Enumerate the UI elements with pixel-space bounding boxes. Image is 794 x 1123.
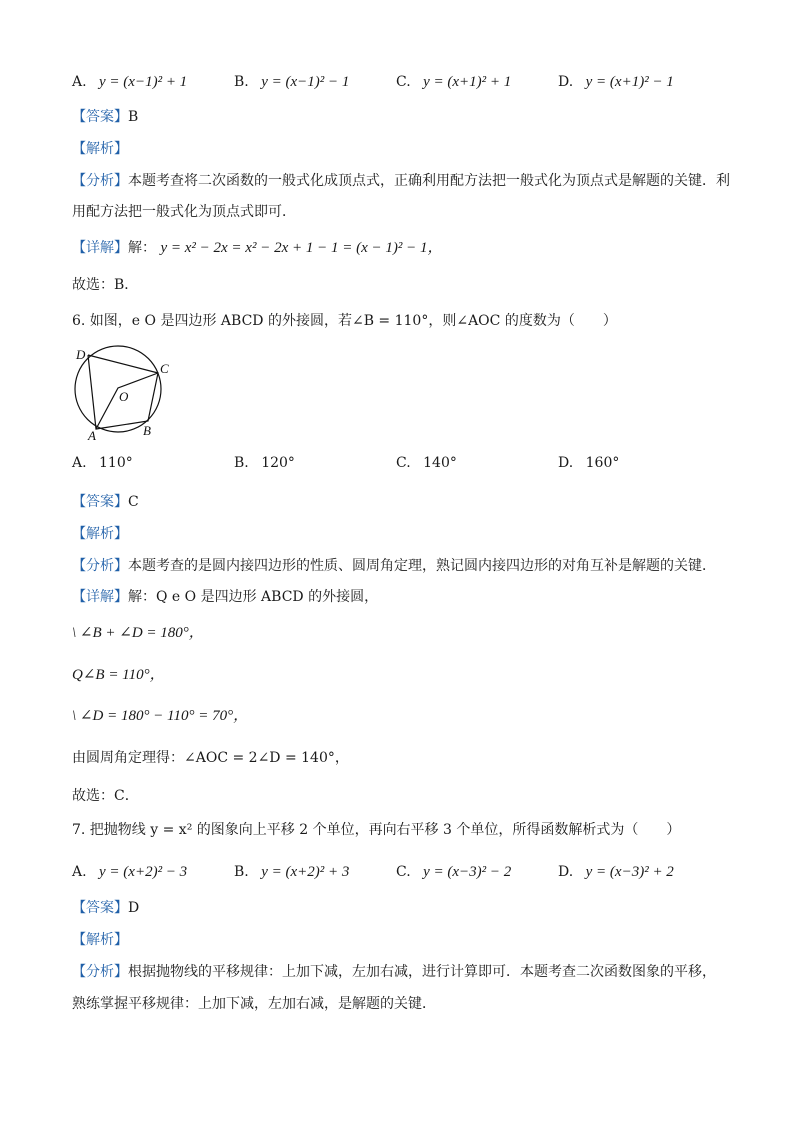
q7-jiexi-heading: 【解析】 — [72, 932, 128, 948]
q6-stem: 6. 如图，e O 是四边形 ABCD 的外接圆，若∠B = 110°，则∠AOC 的度数为（ ） — [72, 313, 617, 329]
q6-answer: 【答案】C — [72, 494, 139, 510]
q7-stem: 7. 把抛物线 y = x² 的图象向上平移 2 个单位，再向右平移 3 个单位，所得函数解析式为（ ） — [72, 822, 681, 838]
q5-jiexi-heading: 【解析】 — [72, 141, 128, 157]
q6-option-b[interactable]: B. 120° — [234, 455, 295, 471]
q6-analysis: 【分析】本题考查的是圆内接四边形的性质、圆周角定理，熟记圆内接四边形的对角互补是解题的关键． — [72, 558, 716, 574]
q6-conclusion: 故选：C． — [72, 788, 139, 804]
q7-option-c[interactable]: C. y = (x−3)² − 2 — [396, 864, 512, 880]
q6-figure — [68, 343, 178, 443]
q5-option-d[interactable]: D. y = (x+1)² − 1 — [558, 74, 674, 90]
q6-option-c[interactable]: C. 140° — [396, 455, 457, 471]
q6-option-d[interactable]: D. 160° — [558, 455, 620, 471]
label-a: A — [88, 428, 96, 443]
q6-step1: \ ∠B + ∠D = 180°， — [72, 625, 204, 641]
q7-answer: 【答案】D — [72, 900, 140, 916]
q5-analysis-line2: 用配方法把一般式化为顶点式即可． — [72, 204, 296, 220]
circle-quadrilateral-diagram — [68, 343, 178, 443]
q6-jiexi-heading: 【解析】 — [72, 526, 128, 542]
q6-step4: 由圆周角定理得：∠AOC = 2∠D = 140°， — [72, 750, 349, 766]
label-d: D — [76, 347, 86, 362]
q5-detail: 【详解】解： y = x² − 2x = x² − 2x + 1 − 1 = (x − 1)² − 1， — [72, 240, 443, 256]
q5-option-a[interactable]: A. y = (x−1)² + 1 — [72, 74, 188, 90]
q5-analysis-line1: 【分析】本题考查将二次函数的一般式化成顶点式，正确利用配方法把一般式化为顶点式是解题的关键．利 — [72, 173, 730, 189]
q6-step2: Q∠B = 110°， — [72, 667, 165, 683]
q7-option-b[interactable]: B. y = (x+2)² + 3 — [234, 864, 350, 880]
q7-option-d[interactable]: D. y = (x−3)² + 2 — [558, 864, 674, 880]
q5-answer: 【答案】B — [72, 109, 139, 125]
label-o: O — [119, 389, 129, 404]
q6-detail: 【详解】解：Q e O 是四边形 ABCD 的外接圆， — [72, 589, 379, 605]
q5-conclusion: 故选：B． — [72, 277, 139, 293]
label-c: C — [160, 361, 169, 376]
q6-option-a[interactable]: A. 110° — [72, 455, 133, 471]
label-b: B — [143, 423, 151, 438]
q5-option-b[interactable]: B. y = (x−1)² − 1 — [234, 74, 350, 90]
q5-option-c[interactable]: C. y = (x+1)² + 1 — [396, 74, 512, 90]
q7-analysis-line1: 【分析】根据抛物线的平移规律：上加下减，左加右减，进行计算即可．本题考查二次函数图象的平移， — [72, 964, 716, 980]
q6-step3: \ ∠D = 180° − 110° = 70°， — [72, 708, 249, 724]
q7-option-a[interactable]: A. y = (x+2)² − 3 — [72, 864, 188, 880]
q7-analysis-line2: 熟练掌握平移规律：上加下减，左加右减，是解题的关键． — [72, 996, 436, 1012]
